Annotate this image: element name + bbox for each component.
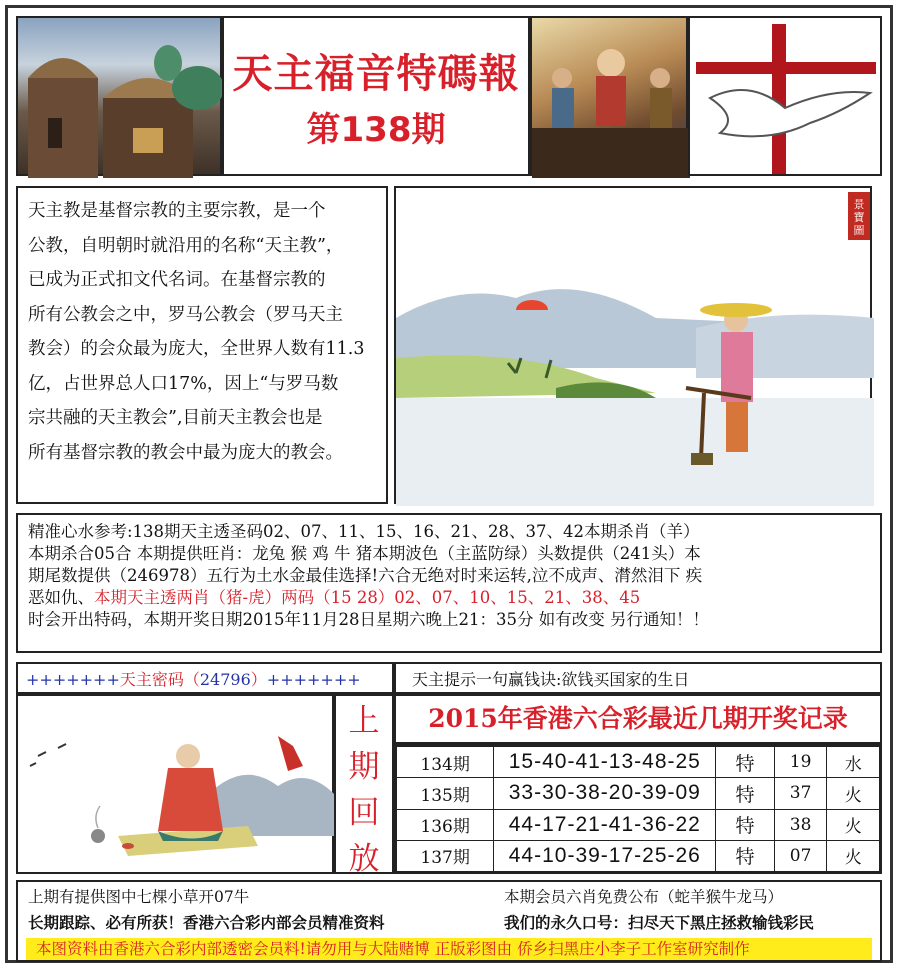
- secret-suffix: +++++++: [266, 670, 361, 689]
- issue-cell: 137期: [397, 840, 494, 871]
- issue-number: 第138期: [306, 110, 446, 150]
- table-row: [397, 840, 880, 871]
- replay-char: 放: [348, 841, 380, 877]
- special-number-cell: 37: [774, 778, 827, 809]
- special-label-cell: 特: [716, 747, 774, 778]
- lottery-records-table: [394, 744, 882, 874]
- footer-banner: 本图资料由香港六合彩内部透密会员料!请勿用与大陆赌博 正版彩图由 侨乡扫黑庄小李子工作室研究制作: [26, 938, 872, 960]
- cross-icon: [690, 18, 884, 178]
- footer-left-1: 上期有提供图中七棵小草开07牛: [28, 888, 250, 906]
- intro-line: 所有公教会之中，罗马公教会（罗马天主: [28, 304, 343, 325]
- seal-text-2: 寶: [853, 211, 865, 224]
- special-label-cell: 特: [716, 840, 774, 871]
- table-row: [397, 747, 880, 778]
- woman-landscape-icon: [18, 696, 336, 876]
- straw-hat-icon: [700, 303, 772, 317]
- element-cell: 火: [827, 840, 880, 871]
- notice-highlight: 本期天主透两肖（猪-虎）两码（15 28）02、07、10、15、21、38、45: [94, 588, 641, 607]
- last-supper-painting: [530, 16, 688, 176]
- replay-char: 回: [348, 795, 380, 831]
- meditating-woman-painting: [16, 694, 334, 874]
- secret-code-value: 24796: [199, 670, 251, 689]
- secret-close: ）: [250, 670, 267, 689]
- secret-label: 天主密码（: [119, 670, 200, 689]
- special-number-cell: 19: [774, 747, 827, 778]
- incense-icon: [91, 829, 105, 843]
- footer-right-1: 本期会员六肖免费公布（蛇羊猴牛龙马）: [504, 888, 784, 906]
- intro-line: 公教，自明朝时就沿用的名称“天主教”，: [28, 235, 344, 256]
- intro-line: 所有基督宗教的教会中最为庞大的教会。: [28, 442, 343, 463]
- notice-line-4: [28, 587, 870, 609]
- notice-line-5: 时会开出特码，本期开奖日期2015年11月28日星期六晚上21：35分 如有改变 另行通知！！: [28, 610, 709, 629]
- element-cell: 火: [827, 778, 880, 809]
- seal-text-1: 景: [853, 198, 865, 211]
- tip-bar: 天主提示一句赢钱诀:欲钱买国家的生日: [394, 662, 882, 694]
- intro-line: 教会）的会众最为庞大，全世界人数有11.3: [28, 339, 365, 359]
- element-cell: 火: [827, 809, 880, 840]
- footer: [16, 880, 882, 962]
- page-title: 天主福音特碼報: [232, 51, 520, 97]
- notice-line-1: 精准心水参考:138期天主透圣码02、07、11、15、16、21、28、37、42本期杀肖（羊）: [28, 522, 700, 541]
- intro-line: 天主教是基督宗教的主要宗教，是一个: [28, 201, 326, 221]
- footer-right-2: 我们的永久口号：扫尽天下黑庄拯救输钱彩民: [504, 913, 815, 932]
- prediction-notice: [16, 513, 882, 653]
- intro-article: [16, 186, 388, 504]
- numbers-cell: 44-17-21-41-36-22: [494, 809, 716, 840]
- cathedral-photo: [16, 16, 222, 176]
- special-label-cell: 特: [716, 809, 774, 840]
- intro-line: 宗共融的天主教会”,目前天主教会也是: [28, 408, 323, 428]
- cathedral-icon: [18, 18, 224, 178]
- replay-char: 上: [348, 703, 380, 739]
- element-cell: 水: [827, 747, 880, 778]
- secret-prefix: +++++++: [26, 670, 120, 689]
- woman-head: [176, 744, 200, 768]
- issue-cell: 134期: [397, 747, 494, 778]
- farmer-painting: [394, 186, 872, 504]
- special-number-cell: 38: [774, 809, 827, 840]
- special-label-cell: 特: [716, 778, 774, 809]
- dove-icon: [710, 90, 870, 136]
- cross-dove-emblem: [688, 16, 882, 176]
- farmer-landscape-icon: [396, 188, 874, 506]
- intro-line: 已成为正式扣文代名词。在基督宗教的: [28, 270, 326, 290]
- records-table: [396, 746, 880, 872]
- seal-text-3: 圖: [853, 224, 865, 237]
- replay-char: 期: [348, 749, 380, 785]
- table-row: [397, 809, 880, 840]
- records-title: 2015年香港六合彩最近几期开奖记录: [394, 694, 882, 744]
- secret-code-bar: [16, 662, 394, 694]
- table-row: [397, 778, 880, 809]
- boots-icon: [278, 736, 303, 771]
- notice-line-3: 期尾数提供（246978）五行为土水金最佳选择!六合无绝对时来运转,泣不成声、潸然泪下 疾: [28, 566, 703, 585]
- figures-icon: [532, 18, 690, 178]
- numbers-cell: 15-40-41-13-48-25: [494, 747, 716, 778]
- special-number-cell: 07: [774, 840, 827, 871]
- notice-line-2: 本期杀合05合 本期提供旺肖：龙兔 猴 鸡 牛 猪本期波色（主蓝防绿）头数提供（241头）本: [28, 544, 701, 563]
- numbers-cell: 33-30-38-20-39-09: [494, 778, 716, 809]
- issue-cell: 135期: [397, 778, 494, 809]
- numbers-cell: 44-10-39-17-25-26: [494, 840, 716, 871]
- masthead: [222, 16, 530, 176]
- notice-line-4-prefix: 恶如仇、: [28, 588, 94, 607]
- issue-cell: 136期: [397, 809, 494, 840]
- intro-line: 亿，占世界总人口17%，因上“与罗马数: [28, 373, 339, 394]
- footer-left-2: 长期跟踪、必有所获！香港六合彩内部会员精准资料: [28, 913, 385, 932]
- last-issue-replay-label: [334, 694, 394, 877]
